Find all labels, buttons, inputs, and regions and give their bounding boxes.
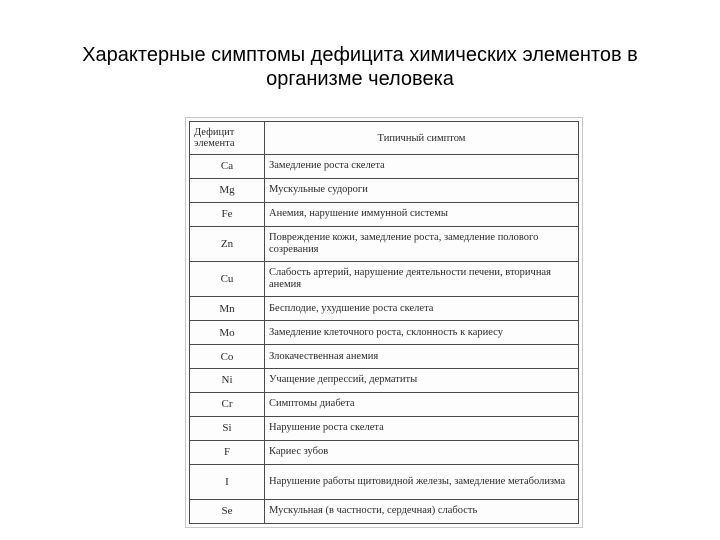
- table-row: [190, 440, 579, 464]
- table-row: [190, 226, 579, 261]
- table-row: [190, 297, 579, 321]
- element-cell: Mg: [190, 178, 265, 202]
- element-cell: F: [190, 440, 265, 464]
- table-row: [190, 202, 579, 226]
- element-cell: Cu: [190, 262, 265, 297]
- symptom-cell: Слабость артерий, нарушение деятельности печени, вторичная анемия: [265, 262, 579, 297]
- symptom-cell: Злокачественная анемия: [265, 345, 579, 369]
- element-cell: Mo: [190, 321, 265, 345]
- header-symptom: Типичный симптом: [265, 122, 579, 155]
- symptom-cell: Мускульные судороги: [265, 178, 579, 202]
- table-header-row: [190, 122, 579, 155]
- symptom-cell: Нарушение работы щитовидной железы, замедление метаболизма: [265, 464, 579, 499]
- symptom-cell: Симптомы диабета: [265, 392, 579, 416]
- symptom-cell: Замедление клеточного роста, склонность к кариесу: [265, 321, 579, 345]
- element-cell: Cr: [190, 392, 265, 416]
- symptom-cell: Учащение депрессий, дерматиты: [265, 369, 579, 393]
- header-element: Дефицит элемента: [190, 122, 265, 155]
- element-cell: Si: [190, 416, 265, 440]
- symptom-cell: Мускульная (в частности, сердечная) слабость: [265, 499, 579, 523]
- slide-title: Характерные симптомы дефицита химических элементов в организме человека: [82, 44, 638, 90]
- table-row: [190, 262, 579, 297]
- symptom-cell: Кариес зубов: [265, 440, 579, 464]
- element-cell: Ca: [190, 155, 265, 179]
- element-cell: Co: [190, 345, 265, 369]
- table-row: [190, 369, 579, 393]
- symptom-cell: Бесплодие, ухудшение роста скелета: [265, 297, 579, 321]
- table-row: [190, 392, 579, 416]
- symptom-cell: Замедление роста скелета: [265, 155, 579, 179]
- deficiency-symptoms-table: [189, 121, 579, 524]
- table-row: [190, 464, 579, 499]
- element-cell: Zn: [190, 226, 265, 261]
- table-row: [190, 416, 579, 440]
- element-cell: Mn: [190, 297, 265, 321]
- element-cell: Fe: [190, 202, 265, 226]
- deficiency-table-figure: [185, 117, 583, 528]
- table-row: [190, 345, 579, 369]
- table-row: [190, 178, 579, 202]
- symptom-cell: Повреждение кожи, замедление роста, замедление полового созревания: [265, 226, 579, 261]
- table-row: [190, 155, 579, 179]
- element-cell: I: [190, 464, 265, 499]
- table-row: [190, 321, 579, 345]
- symptom-cell: Анемия, нарушение иммунной системы: [265, 202, 579, 226]
- element-cell: Se: [190, 499, 265, 523]
- symptom-cell: Нарушение роста скелета: [265, 416, 579, 440]
- element-cell: Ni: [190, 369, 265, 393]
- table-row: [190, 499, 579, 523]
